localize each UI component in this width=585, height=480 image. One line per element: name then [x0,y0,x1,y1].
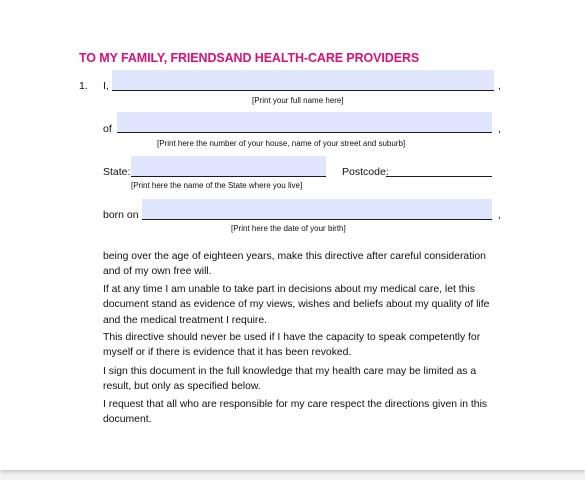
birth-label: born on [103,209,139,221]
state-field[interactable] [131,156,326,177]
birth-date-field[interactable] [142,199,492,220]
paragraph-request: I request that all who are responsible for my care respect the directions given in this document. [103,399,488,426]
name-label: I, [103,80,109,92]
address-label: of [103,123,112,135]
birth-suffix: , [498,209,501,221]
full-name-hint: [Print your full name here] [252,96,344,105]
item-number: 1. [79,80,88,92]
state-hint: [Print here the name of the State where you live] [131,181,303,190]
address-field[interactable] [117,112,492,133]
birth-date-hint: [Print here the date of your birth] [231,224,346,233]
state-label: State: [103,166,131,178]
paragraph-revocation: This directive should never be used if I have the capacity to speak competently for myself or if there is evidence that it has been revoked. [103,332,481,359]
address-hint: [Print here the number of your house, name of your street and suburb] [157,139,406,148]
postcode-field[interactable] [386,176,492,177]
paragraph-medical-decisions: If at any time I am unable to take part in decisions about my medical care, let this document stand as evidence of my views, wishes and beliefs about my quality of life and the medical treatment I require. [103,284,490,326]
name-suffix: , [498,80,501,92]
document-heading: TO MY FAMILY, FRIENDSAND HEALTH-CARE PROVIDERS [79,51,420,65]
postcode-label: Postcode: [342,166,389,178]
full-name-field[interactable] [112,70,494,91]
paragraph-limitation: I sign this document in the full knowledge that my health care may be limited as a result, but only as specified below. [103,366,477,393]
address-suffix: , [498,123,501,135]
paragraph-age: being over the age of eighteen years, make this directive after careful consideration and of my own free will. [103,251,486,278]
